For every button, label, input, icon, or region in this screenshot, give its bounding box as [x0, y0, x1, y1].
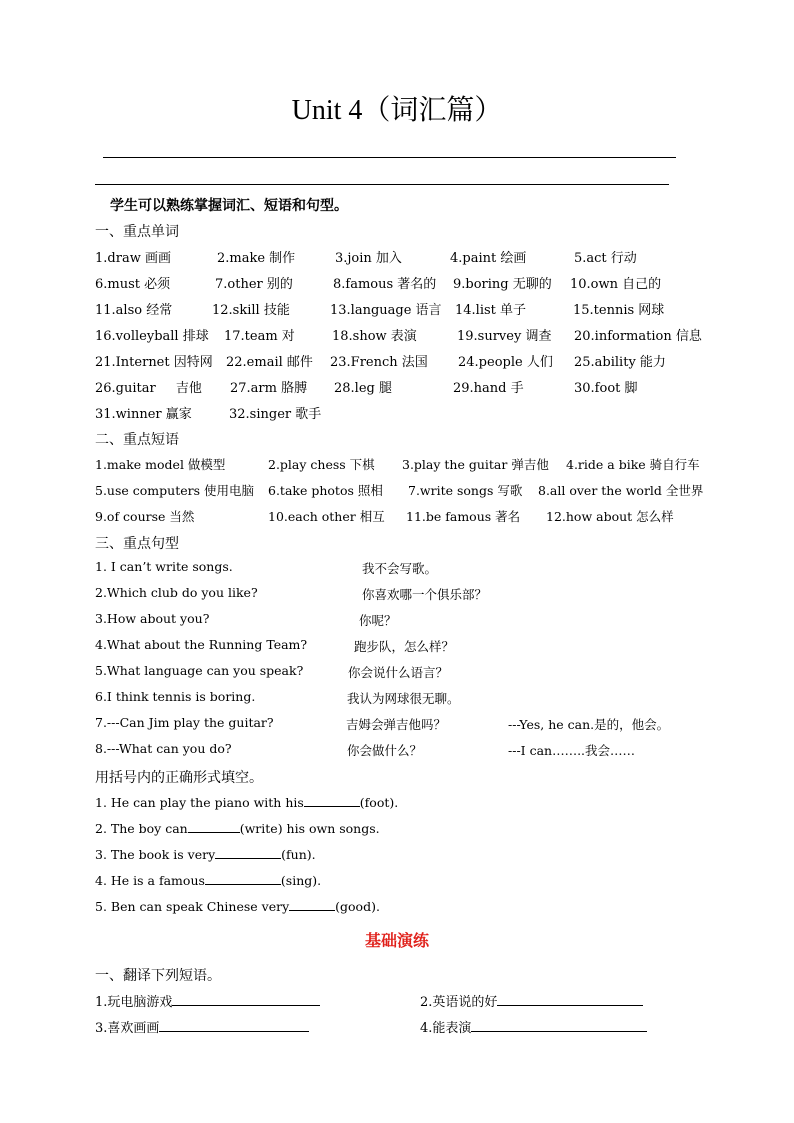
word-item: 20.information 信息 [574, 329, 702, 344]
exercise-hint: (fun). [281, 847, 316, 862]
section-heading-sentences: 三、重点句型 [95, 536, 179, 552]
word-item: 1.draw 画画 [95, 251, 171, 266]
translation-item [420, 1017, 647, 1036]
word-row [0, 325, 794, 345]
word-item: 11.also 经常 [95, 303, 173, 318]
exercise-item [95, 898, 380, 914]
answer-blank[interactable] [304, 794, 360, 807]
sentence-row [0, 715, 794, 735]
sentence-answer: ---Yes, he can.是的，他会。 [508, 717, 670, 732]
word-item: 7.other 别的 [215, 277, 293, 292]
sentence-chinese: 跑步队，怎么样？ [354, 639, 455, 654]
exercise-hint: (foot). [359, 795, 399, 810]
phrase-item: 8.all over the world 全世界 [538, 483, 704, 498]
sentence-chinese: 你会说什么语言？ [348, 665, 449, 680]
exercise-text: 1. He can play the piano with his [95, 795, 304, 810]
word-item: 31.winner 赢家 [95, 407, 192, 422]
word-item: 6.must 必须 [95, 277, 171, 292]
sentence-chinese: 你会做什么？ [347, 743, 423, 758]
word-item: 15.tennis 网球 [573, 303, 665, 318]
word-item: 2.make 制作 [217, 251, 296, 266]
word-row [0, 403, 794, 423]
divider-line [103, 157, 676, 158]
phrase-row [0, 507, 794, 527]
word-item: 27.arm 胳膊 [230, 381, 308, 396]
exercise-item [95, 872, 321, 888]
translation-prompt: 2.英语说的好 [420, 995, 498, 1010]
sentence-english: 8.---What can you do? [95, 741, 232, 756]
word-row [0, 247, 794, 267]
word-item: 18.show 表演 [332, 329, 417, 344]
translation-item [95, 1017, 309, 1036]
sentence-english: 2.Which club do you like? [95, 585, 258, 600]
sentence-chinese: 吉姆会弹吉他吗？ [346, 717, 447, 732]
answer-blank[interactable] [497, 993, 643, 1006]
word-item: 28.leg 腿 [334, 381, 392, 396]
answer-blank[interactable] [172, 993, 320, 1006]
word-item: 23.French 法国 [330, 355, 428, 370]
word-row [0, 299, 794, 319]
practice-heading: 基础演练 [364, 931, 429, 950]
exercise-text: 4. He is a famous [95, 873, 205, 888]
word-item: 16.volleyball 排球 [95, 329, 209, 344]
learning-goal: 学生可以熟练掌握词汇、短语和句型。 [110, 198, 348, 214]
sentence-chinese: 我认为网球很无聊。 [347, 691, 460, 706]
exercise-item [95, 794, 398, 810]
word-item: 29.hand 手 [453, 381, 524, 396]
word-item: 30.foot 脚 [574, 381, 638, 396]
word-item: 24.people 人们 [458, 355, 553, 370]
exercise-hint: (write) his own songs. [239, 821, 380, 836]
phrase-row [0, 481, 794, 501]
phrase-item: 11.be famous 著名 [406, 509, 521, 524]
sentence-row [0, 689, 794, 709]
answer-blank[interactable] [159, 1019, 309, 1032]
exercise-text: 2. The boy can [95, 821, 188, 836]
sentence-chinese: 你喜欢哪一个俱乐部？ [362, 587, 488, 602]
sentence-english: 4.What about the Running Team? [95, 637, 308, 652]
word-item: 9.boring 无聊的 [453, 277, 552, 292]
phrase-item: 4.ride a bike 骑自行车 [566, 457, 700, 472]
answer-blank[interactable] [205, 872, 281, 885]
phrase-item: 3.play the guitar 弹吉他 [402, 457, 549, 472]
phrase-item: 9.of course 当然 [95, 509, 195, 524]
section-heading-phrases: 二、重点短语 [95, 432, 179, 448]
word-row [0, 273, 794, 293]
exercise-item [95, 820, 380, 836]
sentence-row [0, 611, 794, 631]
word-row [0, 377, 794, 397]
word-item: 26.guitar 吉他 [95, 381, 202, 396]
sentence-row [0, 585, 794, 605]
translation-item [420, 991, 643, 1010]
sentence-english: 5.What language can you speak? [95, 663, 304, 678]
sentence-english: 1. I can’t write songs. [95, 559, 233, 574]
exercise-hint: (sing). [280, 873, 322, 888]
translation-prompt: 4.能表演 [420, 1021, 472, 1036]
word-item: 12.skill 技能 [212, 303, 290, 318]
word-item: 8.famous 著名的 [333, 277, 437, 292]
word-item: 14.list 单子 [455, 303, 527, 318]
word-item: 22.email 邮件 [226, 355, 313, 370]
phrase-item: 7.write songs 写歌 [408, 483, 523, 498]
phrase-item: 10.each other 相互 [268, 509, 385, 524]
phrase-row [0, 455, 794, 475]
word-item: 5.act 行动 [574, 251, 637, 266]
sentence-english: 7.---Can Jim play the guitar? [95, 715, 274, 730]
answer-blank[interactable] [471, 1019, 647, 1032]
sentence-chinese: 我不会写歌。 [362, 561, 438, 576]
word-item: 21.Internet 因特网 [95, 355, 213, 370]
phrase-item: 5.use computers 使用电脑 [95, 483, 254, 498]
sentence-answer: ---I can……..我会…… [508, 743, 636, 758]
word-item: 17.team 对 [224, 329, 295, 344]
phrase-item: 1.make model 做模型 [95, 457, 226, 472]
sentence-row [0, 637, 794, 657]
sentence-english: 3.How about you? [95, 611, 210, 626]
translation-item [95, 991, 320, 1010]
word-item: 3.join 加入 [335, 251, 402, 266]
exercise-item [95, 846, 316, 862]
word-item: 32.singer 歌手 [229, 407, 322, 422]
answer-blank[interactable] [188, 820, 240, 833]
practice-subheading: 一、翻译下列短语。 [95, 968, 221, 984]
translation-prompt: 3.喜欢画画 [95, 1021, 160, 1036]
answer-blank[interactable] [289, 898, 335, 911]
page-title: Unit 4（词汇篇） [291, 95, 503, 126]
section-heading-words: 一、重点单词 [95, 224, 179, 240]
sentence-english: 6.I think tennis is boring. [95, 689, 256, 704]
sentence-row [0, 559, 794, 579]
word-item: 13.language 语言 [330, 303, 442, 318]
exercise-hint: (good). [335, 899, 380, 914]
word-item: 10.own 自己的 [570, 277, 662, 292]
sentence-row [0, 741, 794, 761]
word-row [0, 351, 794, 371]
divider-line [95, 184, 669, 185]
phrase-item: 2.play chess 下棋 [268, 457, 375, 472]
exercise-text: 3. The book is very [95, 847, 216, 862]
phrase-item: 6.take photos 照相 [268, 483, 383, 498]
phrase-item: 12.how about 怎么样 [546, 509, 674, 524]
sentence-row [0, 663, 794, 683]
exercise-text: 5. Ben can speak Chinese very [95, 899, 290, 914]
answer-blank[interactable] [215, 846, 281, 859]
word-item: 19.survey 调查 [457, 329, 552, 344]
word-item: 4.paint 绘画 [450, 251, 527, 266]
word-item: 25.ability 能力 [574, 355, 666, 370]
sentence-chinese: 你呢？ [359, 613, 397, 628]
translation-prompt: 1.玩电脑游戏 [95, 995, 173, 1010]
exercise-heading: 用括号内的正确形式填空。 [95, 770, 263, 786]
